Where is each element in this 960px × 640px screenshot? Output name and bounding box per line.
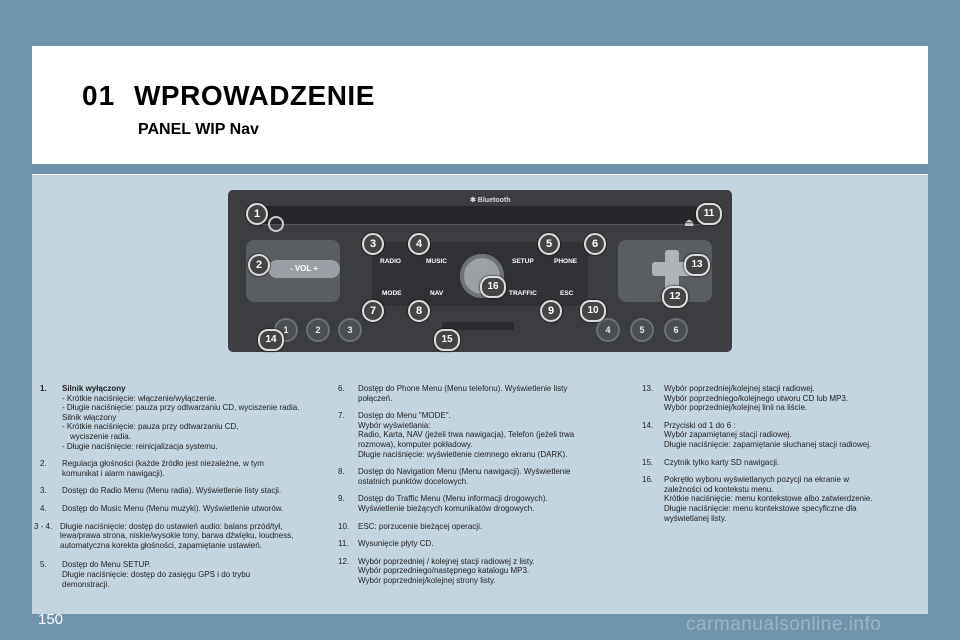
callout-11: 11: [696, 203, 722, 225]
item-line: Wybór poprzedniej/kolejnej linii na liście.: [664, 403, 808, 413]
callout-6: 6: [584, 233, 606, 255]
item-number: 6.: [338, 384, 345, 393]
item-description: [358, 494, 628, 513]
item-number: 15.: [642, 457, 654, 467]
item-line: Dostęp do Radio Menu (Menu radia). Wyświetlenie listy stacji.: [62, 486, 282, 496]
chapter-number: 01: [82, 80, 116, 111]
item-line: rozmowa), komputer pokładowy.: [358, 439, 473, 449]
item-line: Wybór poprzedniej / kolejnej stacji radiowej z listy.: [358, 556, 535, 566]
item-line: demonstracji.: [62, 579, 110, 589]
item-line: Długie naciśnięcie: dostęp do ustawień audio: balans przód/tył,: [60, 521, 283, 531]
navigation-pad-vertical: [665, 250, 679, 290]
item-number: 13.: [642, 384, 654, 393]
item-line: Dostęp do Traffic Menu (Menu informacji drogowych).: [358, 494, 548, 504]
item-line: Wybór poprzedniego/kolejnego utworu CD lub MP3.: [664, 393, 849, 403]
item-line: Wybór zapamiętanej stacji radiowej.: [664, 430, 792, 440]
item-line: Czytnik tylko karty SD nawigacji.: [664, 457, 780, 467]
music-key: MUSIC: [426, 258, 447, 265]
item-number: 12.: [338, 556, 350, 566]
list-item: [338, 539, 628, 549]
eject-icon: ⏏: [684, 217, 695, 229]
item-description: [62, 504, 322, 514]
cd-slot: [256, 206, 706, 225]
list-item: [338, 384, 628, 403]
item-description: [62, 486, 322, 496]
item-line: komunikat i alarm nawigacji).: [62, 468, 165, 478]
callout-3: 3: [362, 233, 384, 255]
traffic-key: TRAFFIC: [509, 290, 537, 297]
item-line: Wyświetlenie bieżących komunikatów drogowych.: [358, 503, 535, 513]
item-number: 2.: [40, 459, 47, 469]
item-line: Dostęp do Menu SETUP.: [62, 560, 151, 570]
esc-key: ESC: [560, 290, 574, 297]
list-item: [338, 467, 628, 486]
item-description: [358, 539, 628, 549]
list-item: [338, 522, 628, 532]
radio-faceplate-illustration: [228, 190, 732, 352]
radio-key: RADIO: [380, 258, 401, 265]
preset-button-6: 6: [664, 318, 688, 342]
item-description: [664, 475, 922, 523]
callout-15: 15: [434, 329, 460, 351]
callout-2: 2: [248, 254, 270, 276]
page-subtitle: PANEL WIP Nav: [138, 121, 259, 138]
nav-key: NAV: [430, 290, 444, 297]
item-number: 4.: [40, 503, 47, 513]
item-description: [358, 522, 628, 532]
item-number: 9.: [338, 494, 345, 504]
item-number: 8.: [338, 467, 345, 477]
item-line: - Krótkie naciśnięcie: pauza przy odtwarzaniu CD,: [62, 422, 239, 432]
item-description: [664, 421, 922, 450]
item-line: Wysunięcie płyty CD.: [358, 539, 434, 549]
item-line: - Długie naciśnięcie: reinicjalizacja systemu.: [62, 441, 218, 451]
preset-button-4: 4: [596, 318, 620, 342]
callout-4: 4: [408, 233, 430, 255]
item-line: Dostęp do Navigation Menu (Menu nawigacji). Wyświetlenie: [358, 467, 571, 477]
callout-5: 5: [538, 233, 560, 255]
item-number: 16.: [642, 475, 654, 485]
phone-key: PHONE: [554, 258, 578, 265]
list-item: [642, 458, 922, 468]
item-line: zależności od kontekstu menu.: [664, 484, 774, 494]
list-item: [642, 475, 922, 523]
item-line: Długie naciśnięcie: menu kontekstowe specyficzne dla: [664, 503, 857, 513]
preset-button-3: 3: [338, 318, 362, 342]
item-line: Regulacja głośności (każde źródło jest niezależne, w tym: [62, 459, 264, 469]
item-line: Wybór wyświetlania:: [358, 420, 431, 430]
item-line: lewa/prawa strona, niskie/wysokie tony, barwa dźwięku, loudness,: [60, 531, 294, 541]
list-item: [338, 411, 628, 459]
item-line: Przyciski od 1 do 6 :: [664, 420, 736, 430]
preset-button-2: 2: [306, 318, 330, 342]
callout-14: 14: [258, 329, 284, 351]
item-line: ESC: porzucenie bieżącej operacji.: [358, 521, 483, 531]
item-line: Pokrętło wyboru wyświetlanych pozycji na ekranie w: [664, 475, 849, 485]
item-description: [664, 458, 922, 468]
item-line: - Długie naciśnięcie: pauza przy odtwarzaniu CD, wyciszenie radia.: [62, 403, 300, 413]
item-line: Długie naciśnięcie: dostęp do zasięgu GPS i do trybu: [62, 569, 251, 579]
item-number: 10.: [338, 521, 350, 531]
item-line: Wybór poprzedniej/kolejnej strony listy.: [358, 575, 496, 585]
item-line: Wybór poprzedniego/następnego katalogu MP3.: [358, 566, 530, 576]
list-item: [338, 557, 628, 586]
callout-1: 1: [246, 203, 268, 225]
list-item: [642, 421, 922, 450]
page-number: 150: [38, 611, 64, 628]
list-item: [40, 486, 322, 496]
callout-7: 7: [362, 300, 384, 322]
list-item: [338, 494, 628, 513]
item-line: ostatnich punktów docelowych.: [358, 476, 469, 486]
item-line: Dostęp do Phone Menu (Menu telefonu). Wyświetlenie listy: [358, 384, 568, 393]
list-item: [40, 504, 322, 514]
item-line: Dostęp do Music Menu (Menu muzyki). Wyświetlenie utworów.: [62, 503, 284, 513]
callout-10: 10: [580, 300, 606, 322]
callout-8: 8: [408, 300, 430, 322]
volume-rocker: - VOL +: [268, 260, 340, 278]
list-item: [40, 384, 322, 451]
item-number: 5.: [40, 560, 47, 570]
item-description: [358, 411, 628, 459]
item-line: - Krótkie naciśnięcie: włączenie/wyłączenie.: [62, 393, 217, 403]
description-column-1: [34, 384, 322, 597]
item-line: Wybór poprzedniej/kolejnej stacji radiowej.: [664, 384, 815, 393]
page-title: WPROWADZENIE: [134, 80, 375, 111]
item-line: Dostęp do Menu "MODE".: [358, 411, 451, 421]
description-column-2: [338, 384, 628, 594]
item-number: 3.: [40, 486, 47, 496]
item-number: 7.: [338, 411, 345, 421]
item-line: Krótkie naciśnięcie: menu kontekstowe albo zatwierdzenie.: [664, 494, 873, 504]
item-description: [60, 522, 322, 551]
item-description: [358, 557, 628, 586]
item-number: 3 - 4.: [34, 521, 53, 531]
preset-button-1: 1: [274, 318, 298, 342]
item-line: połączeń.: [358, 393, 393, 403]
item-line: wyciszenie radia.: [70, 431, 131, 441]
list-item: [642, 384, 922, 413]
watermark: carmanualsonline.info: [686, 614, 882, 635]
item-description: [358, 384, 628, 403]
item-line: automatyczna korekta głośności, zapamiętanie ustawień.: [60, 540, 262, 550]
list-item: [40, 459, 322, 478]
callout-9: 9: [540, 300, 562, 322]
description-column-3: [642, 384, 922, 531]
mode-key: MODE: [382, 290, 402, 297]
item-line: Radio, Karta, NAV (jeżeli trwa nawigacja), Telefon (jeżeli trwa: [358, 430, 575, 440]
callout-16: 16: [480, 276, 506, 298]
list-item: [34, 522, 322, 551]
item-description: [62, 560, 322, 589]
list-item: [40, 560, 322, 589]
preset-button-5: 5: [630, 318, 654, 342]
setup-key: SETUP: [512, 258, 534, 265]
item-description: [62, 459, 322, 478]
callout-12: 12: [662, 286, 688, 308]
item-line: wyświetlanej listy.: [664, 513, 727, 523]
callout-13: 13: [684, 254, 710, 276]
bluetooth-label: ✱ Bluetooth: [470, 197, 511, 204]
item-description: [664, 384, 922, 413]
item-number: 14.: [642, 420, 654, 430]
item-description: [358, 467, 628, 486]
power-icon: [268, 216, 284, 232]
item-number: 1.: [40, 384, 47, 393]
item-description: [62, 384, 322, 451]
item-line: Długie naciśnięcie: wyświetlenie ciemnego ekranu (DARK).: [358, 449, 568, 459]
item-line: Długie naciśnięcie: zapamiętanie słuchanej stacji radiowej.: [664, 439, 872, 449]
item-line: Silnik włączony: [62, 412, 117, 422]
item-number: 11.: [338, 539, 349, 549]
item-line: Silnik wyłączony: [62, 384, 126, 393]
